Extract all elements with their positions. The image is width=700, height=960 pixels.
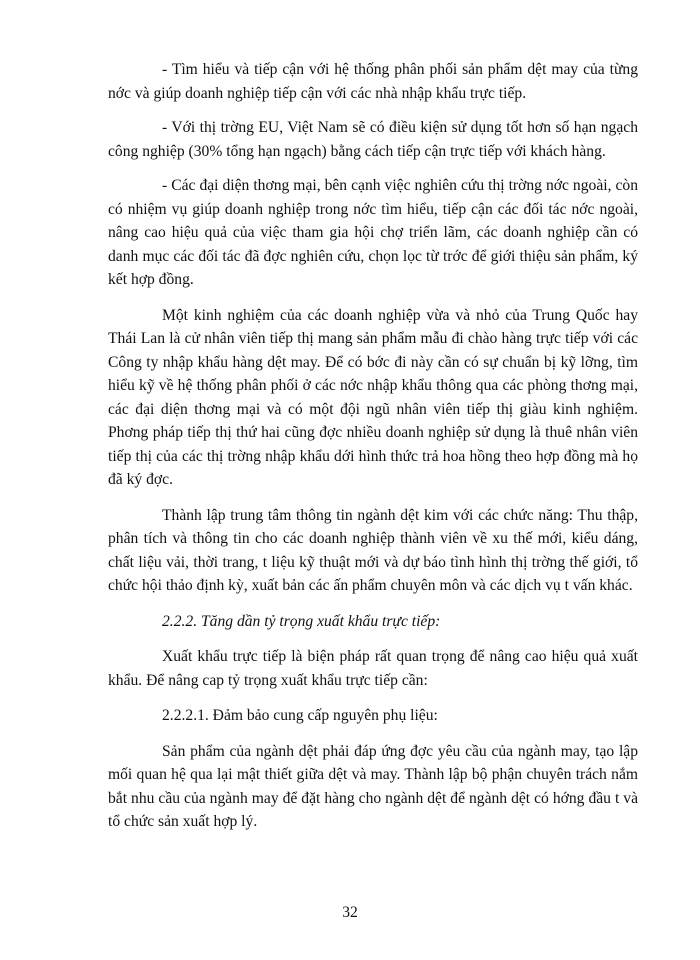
section-heading-2-2-2: 2.2.2. Tăng dần tỷ trọng xuất khẩu trực tiếp: (162, 612, 441, 630)
paragraph-bullet-distribution: - Tìm hiểu và tiếp cận với hệ thống phân phối sản phẩm dệt may của từng nớc và giúp doanh nghiệp tiếp cận với các nhà nhập khẩu trực tiếp. (108, 61, 638, 102)
paragraph-textile-supply: Sản phẩm của ngành dệt phải đáp ứng đợc yêu cầu của ngành may, tạo lập mối quan hệ qua lại mật thiết giữa dệt và may. Thành lập bộ phận chuyên trách nắm bắt nhu cầu của ngành may để đặt hàng cho ngành dệt để ngành dệt có hớng đầu t và tổ chức sản xuất hợp lý. (108, 742, 638, 830)
page-number: 32 (342, 904, 358, 921)
paragraph-marketing-experience: Một kinh nghiệm của các doanh nghiệp vừa và nhỏ của Trung Quốc hay Thái Lan là cử nhân viên tiếp thị mang sản phẩm mẫu đi chào hàng trực tiếp với các Công ty nhập khẩu hàng dệt may. Để có bớc đi này cần có sự chuẩn bị kỹ lỡng, tìm hiểu kỹ về hệ thống phân phối ở các nớc nhập khẩu thông qua các phòng thơng mại, các đại diện thơng mại và có một đội ngũ nhân viên tiếp thị giàu kinh nghiệm. Phơng pháp tiếp thị thứ hai cũng đợc nhiều doanh nghiệp sử dụng là thuê nhân viên tiếp thị của các thị trờng nhập khẩu dới hình thức trả hoa hồng theo hợp đồng mà họ đã ký đợc. (108, 306, 638, 488)
paragraph-bullet-eu-market: - Với thị trờng EU, Việt Nam sẽ có điều kiện sử dụng tốt hơn số hạn ngạch công nghiệp (30% tổng hạn ngạch) bằng cách tiếp cận trực tiếp với khách hàng. (108, 119, 638, 160)
paragraph-bullet-trade-representatives: - Các đại diện thơng mại, bên cạnh việc nghiên cứu thị trờng nớc ngoài, còn có nhiệm vụ giúp doanh nghiệp trong nớc tìm hiểu, tiếp cận các đối tác nớc ngoài, nâng cao hiệu quả của việc tham gia hội chợ triển lãm, các doanh nghiệp cần có danh mục các đối tác đã đợc nghiên cứu, chọn lọc từ trớc để giới thiệu sản phẩm, ký kết hợp đồng. (108, 177, 638, 288)
paragraph-direct-export: Xuất khẩu trực tiếp là biện pháp rất quan trọng để nâng cao hiệu quả xuất khẩu. Để nâng cap tỷ trọng xuất khẩu trực tiếp cần: (108, 648, 638, 689)
section-heading-2-2-2-1: 2.2.2.1. Đảm bảo cung cấp nguyên phụ liệu: (162, 707, 438, 724)
paragraph-information-center: Thành lập trung tâm thông tin ngành dệt kim với các chức năng: Thu thập, phân tích và thông tin cho các doanh nghiệp thành viên về xu thế mới, kiểu dáng, chất liệu vải, thời trang, t liệu kỹ thuật mới và dự báo tình hình thị trờng thế giới, tổ chức hội thảo định kỳ, xuất bản các ấn phẩm chuyên môn và các dịch vụ t vấn khác. (108, 506, 638, 594)
